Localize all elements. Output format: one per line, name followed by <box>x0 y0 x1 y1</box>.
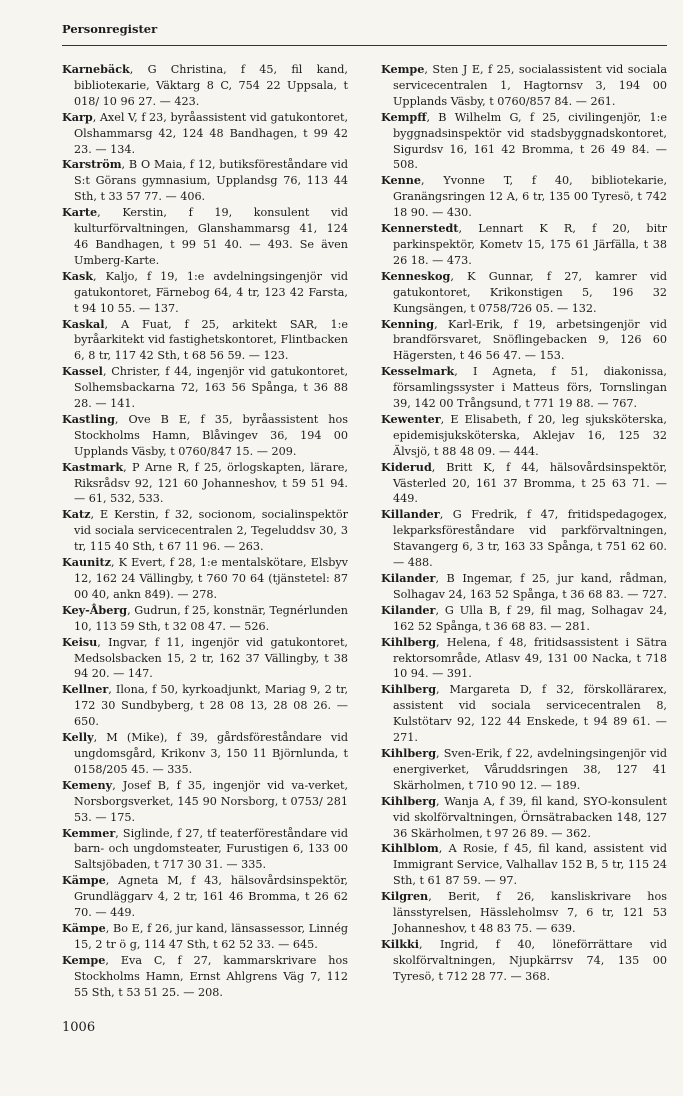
entry-name: Kaskal <box>62 316 105 331</box>
register-entry <box>381 221 667 269</box>
entry-details: , Bo E, f 26, jur kand, länsassessor, Linnég 15, 2 tr ö g, 114 47 Sth, t 62 52 33. — 645. <box>74 921 348 951</box>
register-entry <box>62 635 348 683</box>
entry-name: Karnebäck <box>62 62 130 76</box>
entry-details: , Kaljo, f 19, 1:e avdelningsingenjör vid gatukontoret, Färnebog 64, 4 tr, 123 42 Farsta, t 94 10 55. — 137. <box>74 269 348 315</box>
register-entry <box>62 682 348 730</box>
register-entry <box>62 62 348 110</box>
register-entry <box>62 157 348 205</box>
register-entry <box>381 937 667 985</box>
entry-name: Kämpe <box>62 920 106 935</box>
entry-details: , K Gunnar, f 27, kamrer vid gatukontoret, Krikonstigen 5, 196 32 Kungsängen, t 0758/726 05. — 132. <box>393 269 667 315</box>
entry-name: Karp <box>62 109 93 124</box>
entry-details: , Christer, f 44, ingenjör vid gatukontoret, Solhemsbackarna 72, 163 56 Spånga, t 36 88 28. — 141. <box>74 365 348 411</box>
entry-name: Kesselmark <box>381 364 455 379</box>
entry-name: Kewenter <box>381 411 441 426</box>
entry-details: , Sten J E, f 25, socialassistent vid sociala servicecentralen 1, Hagtornsv 3, 194 00 Upplands Väsby, t 0760/857 84. — 261. <box>393 63 667 108</box>
entry-details: , K Evert, f 28, 1:e mentalskötare, Elsbyv 12, 162 24 Vällingby, t 760 70 64 (tjänstetel: 87 00 40, ankn 849). — 278. <box>74 556 348 601</box>
entry-name: Keisu <box>62 634 98 649</box>
entry-details: , Agneta M, f 43, hälsovårdsinspektör, Grundläggarv 4, 2 tr, 161 46 Bromma, t 26 62 70. — 449. <box>74 874 348 920</box>
entry-name: Kihlberg <box>381 634 437 649</box>
running-header: Personregister <box>62 22 158 36</box>
entry-name: Kenning <box>381 316 435 331</box>
entry-name: Kempe <box>381 62 425 76</box>
entry-details: , Ingrid, f 40, löneförrättare vid skolförvaltningen, Njupkärrsv 74, 135 00 Tyresö, t 712 28 77. — 368. <box>393 937 667 983</box>
entry-details: , M (Mike), f 39, gårdsföreståndare vid ungdomsgård, Krikonv 3, 150 11 Björnlunda, t 0158/205 45. — 335. <box>74 731 348 776</box>
entry-details: , Ilona, f 50, kyrkoadjunkt, Mariag 9, 2 tr, 172 30 Sundbyberg, t 28 08 13, 28 08 26. — 650. <box>74 683 348 729</box>
register-entry <box>62 269 348 317</box>
register-entry <box>381 889 667 937</box>
entry-details: , Lennart K R, f 20, bitr parkinspektör, Kometv 15, 175 61 Järfälla, t 38 26 18. — 473. <box>393 222 667 267</box>
register-entry <box>62 555 348 603</box>
entry-name: Kemmer <box>62 825 116 840</box>
register-entry <box>62 826 348 874</box>
entry-details: , Karl-Erik, f 19, arbetsingenjör vid brandförsvaret, Snöflingebacken 9, 126 60 Hägersten, t 46 56 47. — 153. <box>393 317 667 363</box>
register-entry <box>62 412 348 460</box>
register-entry <box>381 269 667 317</box>
entry-name: Kenneskog <box>381 268 451 283</box>
register-entry <box>62 778 348 826</box>
register-entry <box>62 507 348 555</box>
register-entry <box>62 953 348 1001</box>
register-entry <box>381 364 667 412</box>
register-entry <box>381 62 667 110</box>
register-entry <box>62 110 348 158</box>
entry-name: Kassel <box>62 364 103 379</box>
entry-details: , Sven-Erik, f 22, avdelningsingenjör vid energiverket, Våruddsringen 38, 127 41 Skärholmen, t 710 90 12. — 189. <box>393 746 667 792</box>
entry-name: Karte <box>62 205 98 220</box>
entry-name: Kastling <box>62 411 115 426</box>
entry-name: Kaunitz <box>62 555 112 570</box>
entry-details: , Britt K, f 44, hälsovårdsinspektör, Västerled 20, 161 37 Bromma, t 25 63 71. — 449. <box>393 460 667 506</box>
entry-details: , Gudrun, f 25, konstnär, Tegnérlunden 10, 113 59 Sth, t 32 08 47. — 526. <box>74 603 348 633</box>
entry-name: Kilander <box>381 571 436 585</box>
register-entry <box>381 460 667 508</box>
entry-name: Karström <box>62 157 122 172</box>
entry-details: , B Ingemar, f 25, jur kand, rådman, Solhagav 24, 163 52 Spånga, t 36 68 83. — 727. <box>393 572 667 601</box>
register-entry <box>381 110 667 174</box>
register-entry <box>381 412 667 460</box>
entry-details: , P Arne R, f 25, örlogskapten, lärare, Riksrådsv 92, 121 60 Johanneshov, t 59 51 94. — 61, 532, 533. <box>74 460 348 506</box>
register-entry <box>62 364 348 412</box>
entry-name: Kelly <box>62 730 94 745</box>
register-entry <box>381 173 667 221</box>
entry-details: , B O Maia, f 12, butiksföreståndare vid S:t Görans gymnasium, Upplandsg 76, 113 44 Sth, t 33 57 77. — 406. <box>74 158 348 204</box>
entry-name: Kilkki <box>381 936 419 951</box>
entry-name: Kastmark <box>62 459 124 474</box>
entry-name: Kilander <box>381 602 436 617</box>
entry-name: Kask <box>62 268 94 283</box>
entry-details: , I Agneta, f 51, diakonissa, församlingssyster i Matteus förs, Tornslingan 39, 142 00 Trångsund, t 771 19 88. — 767. <box>393 365 667 411</box>
entry-details: , Berit, f 26, kansliskrivare hos länsstyrelsen, Hässleholmsv 7, 6 tr, 121 53 Johanneshov, t 48 83 75. — 639. <box>393 890 667 935</box>
register-entry <box>381 507 667 571</box>
entry-details: , Yvonne T, f 40, bibliotekarie, Granängsringen 12 A, 6 tr, 135 00 Tyresö, t 742 18 90. — 430. <box>393 174 667 220</box>
entry-details: , A Rosie, f 45, fil kand, assistent vid Immigrant Service, Valhallav 152 B, 5 tr, 115 24 Sth, t 61 87 59. — 97. <box>393 842 667 888</box>
entry-details: , Margareta D, f 32, förskollärarex, assistent vid sociala servicecentralen 8, Kulstötarv 92, 122 44 Enskede, t 94 89 61. — 271. <box>393 683 667 745</box>
entry-details: , G Christina, f 45, fil kand, biblioteкarie, Väktarg 8 C, 754 22 Uppsala, t 018/ 10 96 27. — 423. <box>74 63 348 108</box>
register-entry <box>381 603 667 635</box>
entry-name: Kemeny <box>62 777 113 792</box>
page-number: 1006 <box>62 1020 96 1035</box>
entry-details: , A Fuat, f 25, arkitekt SAR, 1:e byråarkitekt vid fastighetskontoret, Flintbacken 6, 8 tr, 117 42 Sth, t 68 56 59. — 123. <box>74 317 348 363</box>
entry-details: , B Wilhelm G, f 25, civilingenjör, 1:e byggnadsinspektör vid stadsbyggnadskontoret, Sigurdsv 16, 161 42 Bromma, t 26 49 84. — 508. <box>393 110 667 172</box>
right-column <box>381 62 667 985</box>
register-entry <box>381 841 667 889</box>
register-entry <box>381 682 667 746</box>
entry-name: Kihlblom <box>381 841 439 856</box>
entry-name: Kihlberg <box>381 682 437 697</box>
register-entry <box>62 205 348 269</box>
entry-details: , Wanja A, f 39, fil kand, SYO-konsulent vid skolförvaltningen, Örnsätrabacken 148, 127 36 Skärholmen, t 97 26 89. — 362. <box>393 794 667 840</box>
register-entry <box>381 794 667 842</box>
entry-details: , G Ulla B, f 29, fil mag, Solhagav 24, 162 52 Spånga, t 36 68 83. — 281. <box>393 603 667 633</box>
entry-name: Kellner <box>62 682 109 697</box>
entry-details: , Eva C, f 27, kammarskrivare hos Stockholms Hamn, Ernst Ahlgrens Väg 7, 112 55 Sth, t 53 51 25. — 208. <box>74 953 348 999</box>
register-entry <box>381 635 667 683</box>
register-entry <box>62 730 348 778</box>
register-entry <box>381 571 667 603</box>
register-entry <box>62 603 348 635</box>
entry-name: Killander <box>381 507 440 522</box>
entry-details: , G Fredrik, f 47, fritidspedagogex, lekparksföreståndare vid parkförvaltningen, Stavangerg 6, 3 tr, 163 33 Spånga, t 751 62 60. — 488. <box>393 508 667 570</box>
header-rule <box>62 45 667 46</box>
register-entry <box>62 873 348 921</box>
entry-details: , E Kerstin, f 32, socionom, socialinspektör vid sociala servicecentralen 2, Tegeluddsv 30, 3 tr, 115 40 Sth, t 67 11 96. — 263. <box>74 508 348 554</box>
entry-details: , Kerstin, f 19, konsulent vid kulturförvaltningen, Glanshammarsg 41, 124 46 Bandhagen, t 99 51 40. — 493. Se även Umberg-Karte. <box>74 206 348 267</box>
entry-details: , Ingvar, f 11, ingenjör vid gatukontoret, Medsolsbacken 15, 2 tr, 162 37 Vällingby, t 38 94 20. — 147. <box>74 635 348 681</box>
entry-details: , Josef B, f 35, ingenjör vid va-verket, Norsborgsverket, 145 90 Norsborg, t 0753/ 281 53. — 175. <box>74 778 348 824</box>
entry-details: , E Elisabeth, f 20, leg sjuksköterska, epidemisjuksköterska, Aklejav 16, 125 32 Älvsjö, t 88 48 09. — 444. <box>393 412 667 458</box>
register-entry <box>62 317 348 365</box>
register-entry <box>381 317 667 365</box>
entry-name: Kennerstedt <box>381 221 459 236</box>
entry-name: Kihlberg <box>381 745 437 760</box>
entry-details: , Siglinde, f 27, tf teaterföreståndare vid barn- och ungdomsteater, Furustigen 6, 133 00 Saltsjöbaden, t 717 30 31. — 335. <box>74 826 348 872</box>
entry-name: Katz <box>62 507 91 522</box>
register-entry <box>62 460 348 508</box>
entry-name: Kempff <box>381 109 427 124</box>
entry-details: , Helena, f 48, fritidsassistent i Sätra rektorsområde, Atlasv 49, 131 00 Nacka, t 718 10 94. — 391. <box>393 635 667 681</box>
entry-name: Kihlberg <box>381 793 437 808</box>
register-entry <box>381 746 667 794</box>
entry-name: Kilgren <box>381 889 429 904</box>
entry-name: Kämpe <box>62 873 106 888</box>
entry-name: Kiderud <box>381 459 432 474</box>
entry-name: Kenne <box>381 173 421 188</box>
entry-details: , Ove B E, f 35, byråassistent hos Stockholms Hamn, Blåvingev 36, 194 00 Upplands Väsby, t 0760/847 15. — 209. <box>74 412 348 458</box>
left-column <box>62 62 348 1000</box>
entry-name: Kempe <box>62 952 106 967</box>
entry-name: Key-Åberg <box>62 602 128 617</box>
entry-details: , Axel V, f 23, byråassistent vid gatukontoret, Olshammarsg 42, 124 48 Bandhagen, t 99 42 23. — 134. <box>74 110 348 156</box>
register-entry <box>62 921 348 953</box>
